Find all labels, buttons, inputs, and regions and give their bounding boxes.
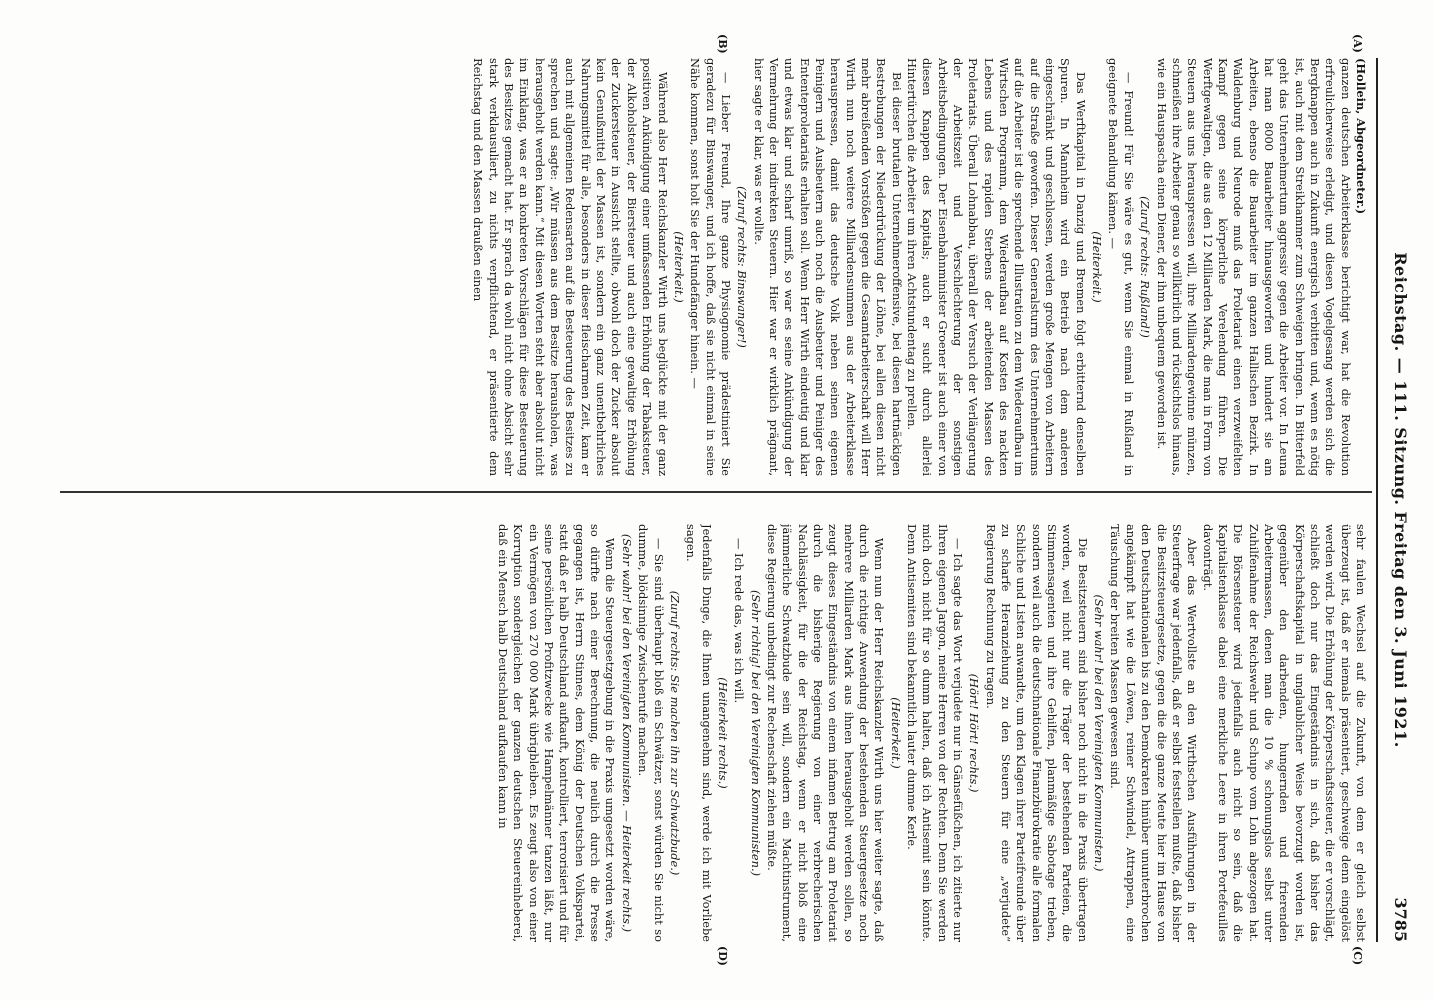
paragraph: sehr faulen Wechsel auf die Zukunft, von dem er gleich selbst überzeugt ist, daß er niemals präsentiert, geschweige denn eingelöst werden wird. Die Erhöhung der Körperschaftssteuer, die er vorschlägt, schließt doch nur das Eingeständnis in sich, daß bisher das Körperschaftskapital in unglaublicher Weise bevorzugt worden ist, gegenüber den darbenden, hungernden und frierenden Arbeitermassen, denen man die 10 % schonungslos selbst unter Zuhilfenahme der Reichswehr und Schupo vom Lohn abgezogen hat. Die Börsensteuer wird jedenfalls auch nicht so sein, daß die Kapitalistenklasse dabei eine merkliche Leere in ihren Portefeuilles davonträgt.	[1200, 524, 1368, 942]
speaker-label: (Hollein, Abgeordneter.)	[1354, 58, 1368, 215]
paragraph: Das Werftkapital in Danzig und Bremen folgt erbitternd denselben Spuren. In Mannheim wird ein Betrieb nach dem anderen eingeschränkt und geschlossen, werden große Mengen von Arbeitern auf die Straße geworfen. Dieser Generalsturm des Unternehmertums auf die Arbeiter ist die sprechende Illustration zu dem Wiederaufbau im Wirtschen Programm, dem Wiederaufbau auf Kosten des nackten Lebens und des rapiden Sterbens der arbeitenden Massen des Proletariats. Überall Lohnabbau, überall der Versuch der Verlängerung der Arbeitszeit und Verschlechterung der sonstigen Arbeitsbedingungen. Der Eisenbahnminister Groener ist auch einer von diesen Knappen des Kapitals; auch er sucht durch allerlei Hintertürchen die Arbeiter um ihren Achtstundentag zu prellen.	[905, 58, 1088, 476]
paragraph: — Lieber Freund, Ihre ganze Physiognomie prädestiniert Sie geradezu für Binswanger, und ich hoffe, daß sie nicht einmal in seine Nähe kommen, sonst holt Sie der Hundefänger hinein. —	[688, 58, 733, 476]
page-number: 3785	[1391, 897, 1410, 942]
paragraph: — Ich rede das, was ich will.	[732, 538, 747, 704]
interjection: (Zuruf rechts: Sie machen ihn zur Schwatzbude.)	[667, 590, 682, 876]
interjection: (Heiterkeit rechts.)	[715, 677, 730, 789]
marker-c: (C)	[1351, 946, 1364, 966]
marker-d: (D)	[716, 946, 729, 966]
right-column	[64, 524, 1368, 942]
marker-b: (B)	[716, 34, 729, 54]
interjection: (Heiterkeit.)	[1090, 231, 1105, 303]
interjection: (Sehr wahr! bei den Vereinigten Kommunisten. — Heiterkeit rechts.)	[619, 533, 634, 933]
paragraph: Wenn die Steuergesetzgebung in die Praxis umgesetzt worden wäre, so dürfte nach einer Berechnung, die neulich durch die Presse gegangen ist, Herrn Stinnes, dem König der Deutschen Volkspartei, statt daß er halb Deutschland aufkauft, kontrolliert, terrorisiert und für seine persönlichen Profitzwecke wie Hampelmänner tanzen läßt, nur ein Vermögen von 270 000 Mark übrigbleiben. Es zeugt also von einer Korruption sondergleichen der ganzen deutschen Steuereinheberei, daß ein Mensch halb Deutschland aufkaufen kann in	[496, 524, 618, 942]
interjection: (Heiterkeit.)	[671, 231, 686, 303]
interjection: (Zuruf rechts: Rußland!)	[1138, 196, 1153, 338]
marker-a: (A)	[1351, 34, 1364, 53]
header-title: Reichstag. — 111. Sitzung. Freitag den 3. Juni 1921.	[1391, 252, 1410, 748]
interjection: (Heiterkeit.)	[888, 697, 903, 769]
paragraph: — Ich sagte das Wort verjudete nur in Gänsefüßchen, ich zitierte nur Ihren eigenen Jargon, meine Herren von der Rechten. Denn Sie werden mich doch nicht für so dumm halten, daß ich Antisemit sein könnte. Denn Antisemiten sind bekanntlich lauter dumme Kerle.	[905, 524, 966, 942]
paragraph: Wenn nun der Herr Reichskanzler Wirth uns hier weiter sagte, daß durch die richtige Anwendung der bestehenden Steuergesetze noch mehrere Milliarden Mark aus ihnen herausgeholt werden sollen, so zeugt dieses Eingeständnis von einem infamen Betrug am Proletariat durch die bisherige Regierung von einer verbrecherischen Nachlässigkeit, für die der Reichstag, wenn er nicht bloß eine jämmerliche Schwatzbude sein will, sondern ein Machtinstrument, diese Regierung unbedingt zur Rechenschaft ziehen müßte.	[764, 524, 887, 942]
interjection: (Sehr wahr! bei den Vereinigten Kommunisten.)	[1092, 594, 1107, 872]
paragraph: Jedenfalls Dinge, die Ihnen unangenehm sind, werde ich mit Vorliebe sagen.	[684, 524, 714, 942]
paragraph: — Freund! Für Sie wäre es gut, wenn Sie einmal in Rußland in geeignete Behandlung kämen. —	[1106, 58, 1136, 476]
interjection: (Zuruf rechts: Binswanger!)	[735, 186, 750, 348]
paragraph: Bei dieser brutalen Unternehmeroffensive, bei diesen hartnäckigen Bestrebungen der Niederdrückung der Löhne, bei allen diesen nicht mehr abreißenden Vorstößen gegen die Gesamtarbeiterschaft will Herr Wirth nun noch weitere Milliardensummen aus der Arbeiterklasse herauspressen, damit das deutsche Volk neben seinen eigenen Peinigern und Ausbeutern auch noch die Ausbeuter und Peiniger des Ententeproletariats erhalten soll. Wenn Herr Wirth eindeutig und klar und etwas klar und scharf umriß, so war es seine Ankündigung der Vermehrung der indirekten Steuern. Hier war er wirklich prägnant, hier sagte er klar, was er wollte.	[751, 58, 904, 476]
paragraph: Aber das Wertvollste an den Wirthschen Ausführungen in der Steuerfrage war jedenfalls, daß er selbst feststellen mußte, daß bisher die Besitzsteuergesetze, gegen die die ganze Meute hier im Hause von den Deutschnationalen bis zu den Demokraten hinüber ununterbrochen angekämpft hat wie die Löwen, reiner Schwindel, Attrappen, eine Täuschung der breiten Massen gewesen sind.	[1108, 524, 1200, 942]
paragraph: — Sie sind überhaupt bloß ein Schwätzer, sonst würden Sie nicht so dumme, blödsinnige Zwischenrufe machen.	[636, 524, 666, 942]
left-column	[64, 58, 1368, 476]
paragraph: Die Besitzsteuern sind bisher noch nicht in die Praxis übertragen worden, weil nicht nur die Träger der bestehenden Parteien, die Stimmensagenten und ihre Gehilfen, planmäßige Sabotage trieben, sondern weil auch die deutschnationale Finanzbürokratie alle formalen Schliche und Listen anwandte, um den Klagen ihrer Parteifreunde über zu scharfe Heranziehung zu den Steuern für eine „verjudete“ Regierung Rechnung zu tragen.	[983, 524, 1090, 942]
paragraph: ganzen deutschen Arbeiterklasse berichtigt war, hat die Revolution erfreulicherweise erledigt, und diesen Vogelgesang werden sich die Bergknappen auch in Zukunft energisch verbitten und, wenn es nötig ist, auch mit dem Streikhammer zum Schweigen bringen. In Bitterfeld geht das Unternehmertum aggressiv gegen die Arbeiter vor. In Leuna hat man 8000 Bauarbeiter hinausgeworfen und hundert sie am Arbeiten, ebenso die Bauarbeiter im ganzen Hallischen Bezirk. In Waldenburg und Neurode muß das Proletariat einen verzweifelten Kampf gegen seine körperliche Verelendung führen. Die Werftgewaltigen, die aus den 12 Milliarden Mark, die man in Form von Steuern aus uns herauspressen will, ihre Milliardengewinne münzen, schmeißen ihre Arbeiter genau so willkürlich und rücksichtslos hinaus, wie ein Hauspascha einen Diener, der ihm unbequem geworden ist.	[1154, 58, 1353, 476]
interjection: (Sehr richtig! bei den Vereinigten Kommunisten.)	[748, 589, 763, 877]
paragraph: Während also Herr Reichskanzler Wirth uns beglückte mit der ganz positiven Ankündigung einer umfassenden Erhöhung der Tabaksteuer, der Alkoholsteuer, der Biersteuer und auch eine gewaltige Erhöhung der Zuckersteuer in Aussicht stellte, obwohl doch der Zucker absolut kein Genußmittel der Massen ist, sondern ein ganz unentbehrliches Nahrungsmittel für alle, besonders in dieser fleischarmen Zeit, kam er auch mit allgemeinen Redensarten auf die Besteuerung des Besitzes zu sprechen und sagte: „Wir müssen aus dem Besitze herausholen, was herausgeholt werden kann.“ Mit diesen Worten steht aber absolut nicht im Einklang, was er an konkreten Vorschlägen für diese Besteuerung des Besitzes gemacht hat. Er sprach da wohl nicht ohne Absicht sehr stark verklausuliert, zu nichts verpflichtend, er präsentierte dem Reichstag und den Massen draußen einen	[471, 58, 670, 476]
page-header	[1376, 58, 1416, 942]
column-divider	[60, 491, 1372, 493]
interjection: (Hört! Hört! rechts.)	[967, 673, 982, 793]
